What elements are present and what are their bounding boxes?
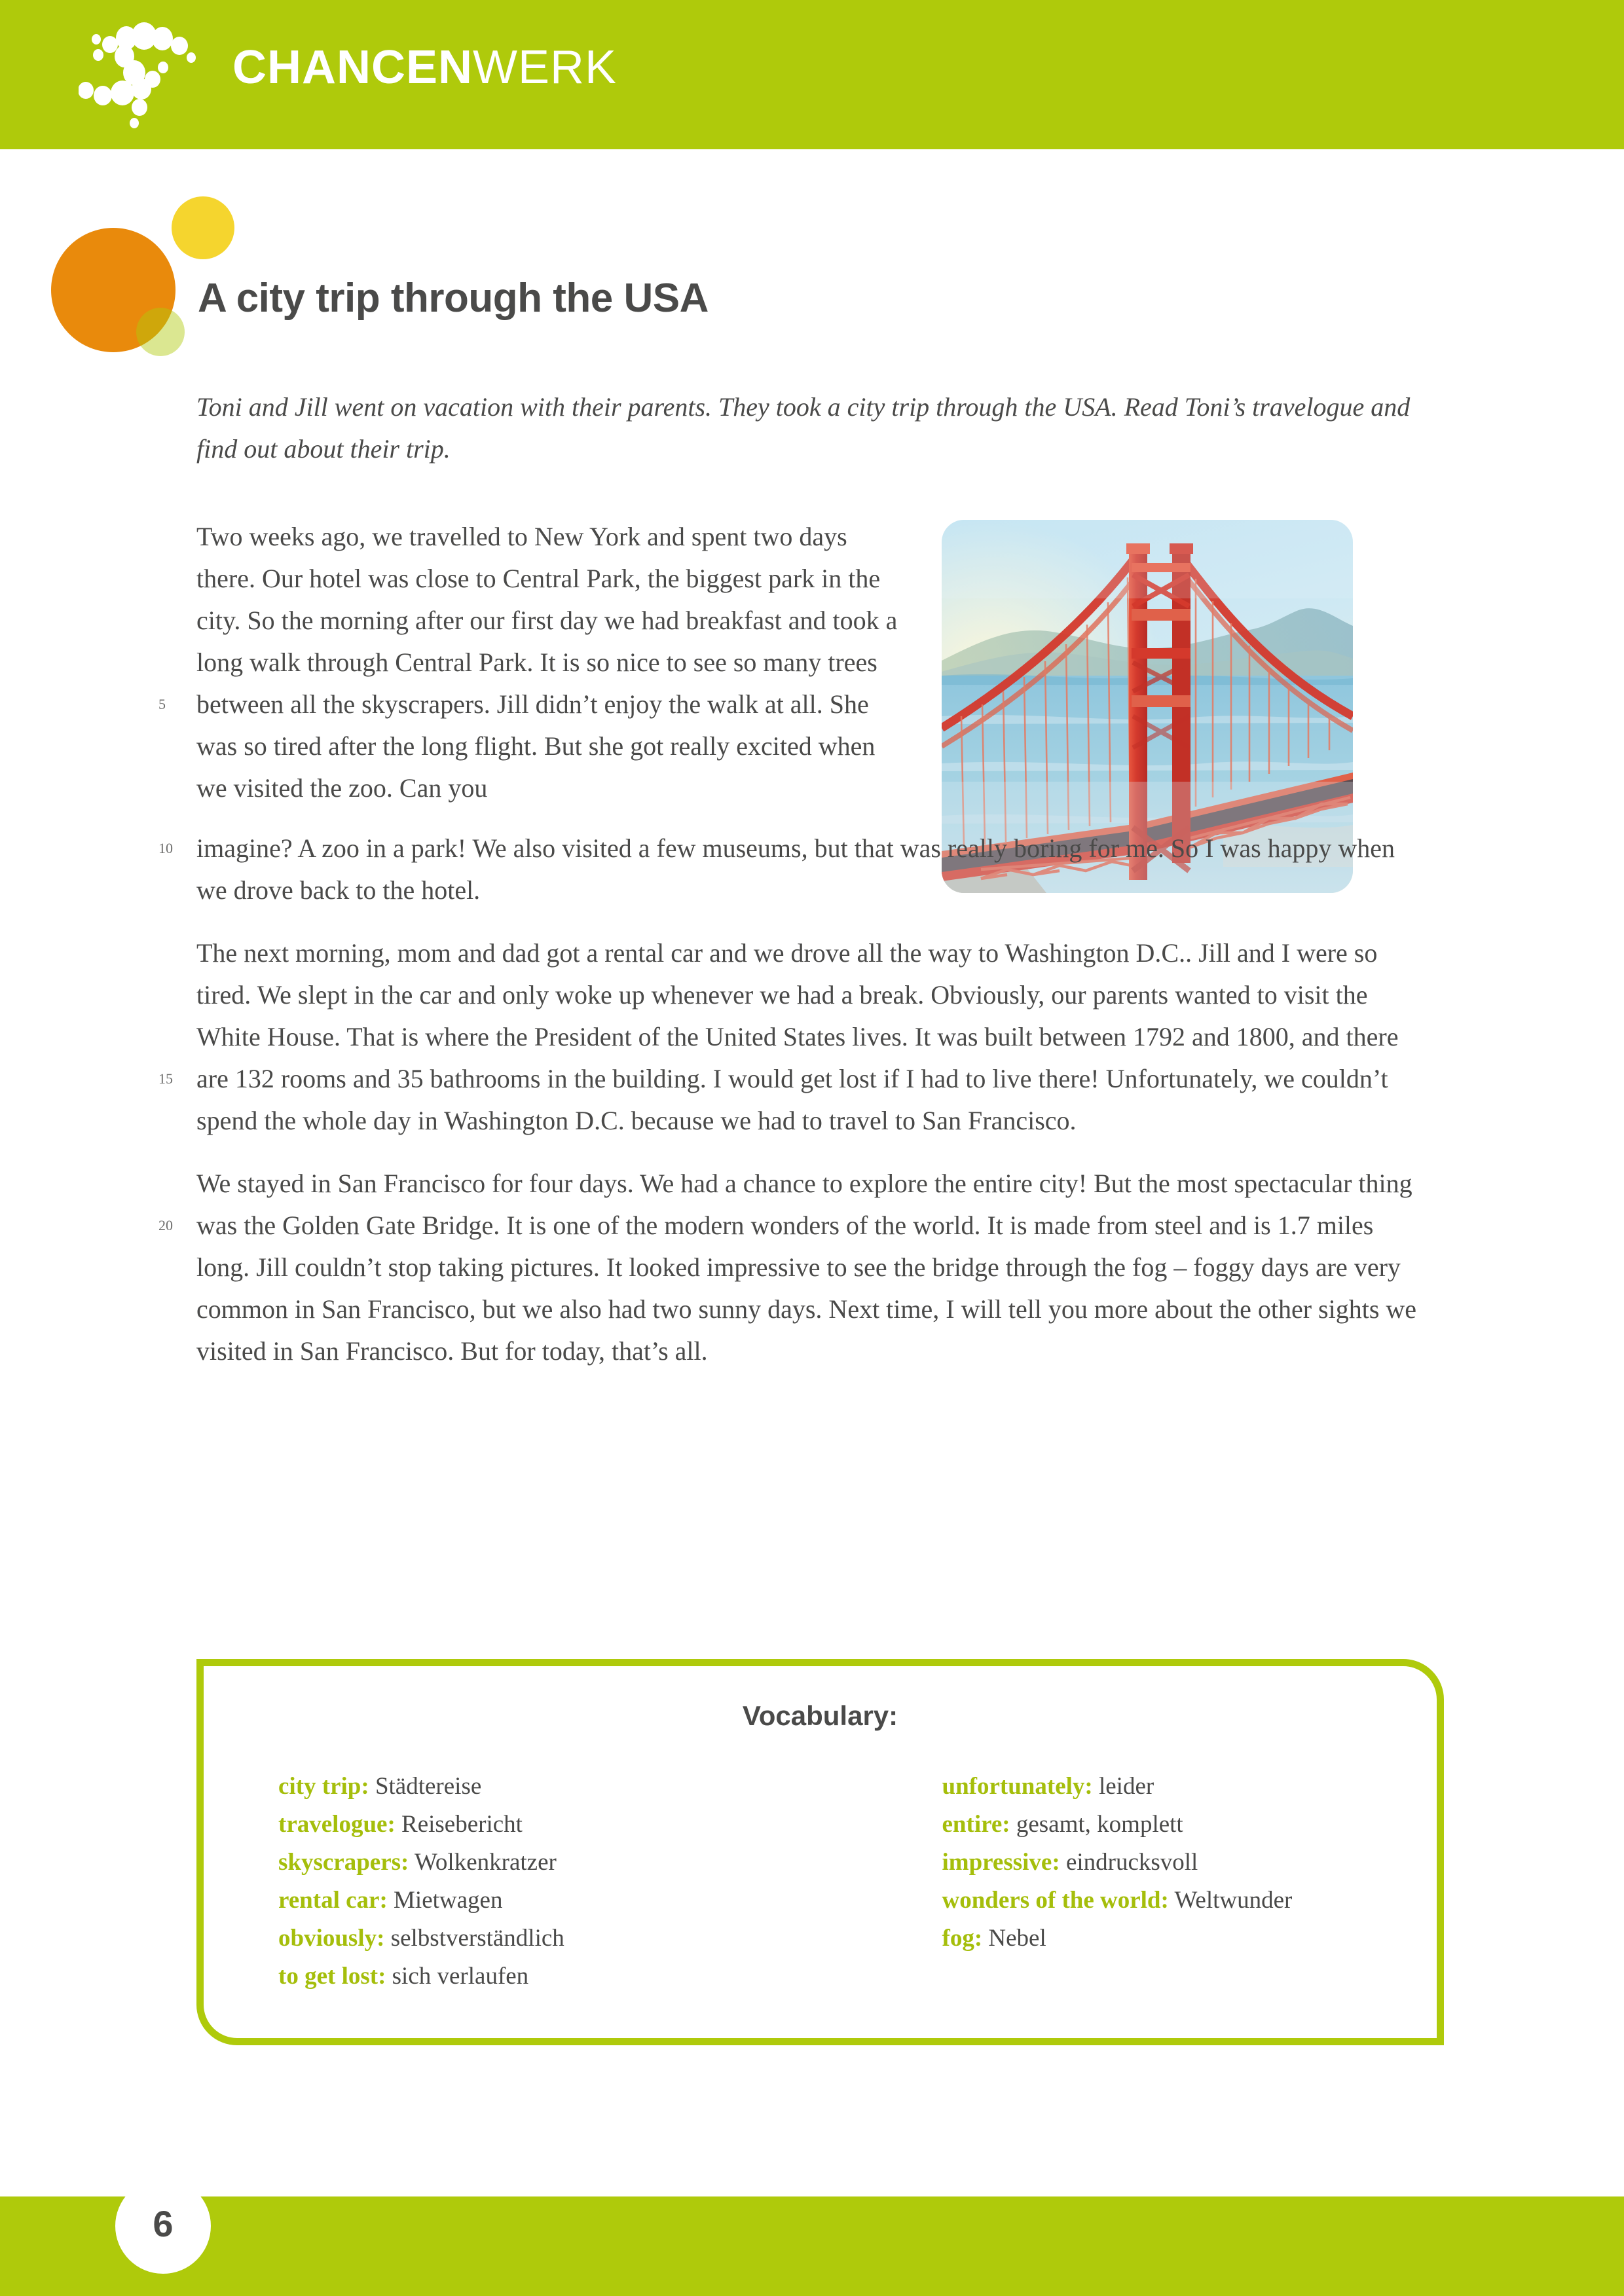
vocabulary-term: skyscrapers: xyxy=(278,1849,409,1876)
vocabulary-translation: Wolkenkratzer xyxy=(414,1849,557,1876)
vocabulary-column-right xyxy=(821,1768,1437,1995)
article-body xyxy=(158,516,1428,1393)
vocabulary-item xyxy=(942,1844,1437,1882)
paragraph-1 xyxy=(158,516,900,809)
vocabulary-item xyxy=(278,1958,821,1995)
vocabulary-item xyxy=(278,1806,821,1844)
vocabulary-item xyxy=(278,1920,821,1958)
vocabulary-term: obviously: xyxy=(278,1925,385,1952)
page-title: A city trip through the USA xyxy=(198,276,709,321)
vocabulary-term: fog: xyxy=(942,1925,983,1952)
vocabulary-item xyxy=(278,1844,821,1882)
vocabulary-columns xyxy=(204,1768,1437,1995)
paragraph-4-text: We stayed in San Francisco for four days. We had a chance to explore the entire city! But the most spectacular thing was the Golden Gate Bridge. It is one of the modern wonders of the world. It is made from steel and is 1.7 miles long. Jill couldn’t stop taking pictures. It looked impressive to see the bridge through the fog – foggy days are very common in San Francisco, but we also had two sunny days. Next time, I will tell you more about the other sights we visited in San Francisco. But for today, that’s all. xyxy=(196,1169,1417,1366)
paragraph-4 xyxy=(158,1163,1428,1372)
vocabulary-item xyxy=(942,1920,1437,1958)
vocabulary-item xyxy=(942,1768,1437,1806)
vocabulary-translation: sich verlaufen xyxy=(392,1963,529,1990)
vocabulary-term: wonders of the world: xyxy=(942,1887,1169,1914)
decorative-circle-yellow xyxy=(172,196,234,259)
vocabulary-translation: Städtereise xyxy=(375,1773,482,1800)
line-number: 20 xyxy=(158,1217,173,1233)
vocabulary-translation: leider xyxy=(1098,1773,1154,1800)
vocabulary-translation: gesamt, komplett xyxy=(1016,1811,1183,1838)
vocabulary-heading: Vocabulary: xyxy=(742,1700,898,1731)
paragraph-3-text: The next morning, mom and dad got a rental car and we drove all the way to Washington D.C.. Jill and I were so tired. We slept in the car and only woke up whenever we had a break. Obviously, our parents wanted to visit the White House. That is where the President of the United States lives. It was built between 1792 and 1800, and there are 132 rooms and 35 bathrooms in the building. I would get lost if I had to live there! Unfortunately, we couldn’t spend the whole day in Washington D.C. because we had to travel to San Francisco. xyxy=(196,938,1399,1135)
line-number: 15 xyxy=(158,1070,173,1087)
footer-bar xyxy=(0,2196,1624,2296)
dot-swirl-icon xyxy=(79,12,210,133)
vocabulary-item xyxy=(278,1882,821,1920)
line-number: 10 xyxy=(158,840,173,856)
page-number-badge xyxy=(115,2178,211,2274)
vocabulary-translation: Weltwunder xyxy=(1174,1887,1293,1914)
vocabulary-term: impressive: xyxy=(942,1849,1060,1876)
paragraph-2-text: imagine? A zoo in a park! We also visited a few museums, but that was really boring for me. So I was happy when we drove back to the hotel. xyxy=(196,833,1395,905)
vocabulary-translation: selbstverständlich xyxy=(390,1925,564,1952)
line-number: 5 xyxy=(158,696,166,712)
vocabulary-term: unfortunately: xyxy=(942,1773,1093,1800)
vocabulary-column-left xyxy=(204,1768,821,1995)
logo-bold-text: CHANCEN xyxy=(232,41,473,94)
logo-wordmark xyxy=(232,41,617,94)
vocabulary-translation: eindrucksvoll xyxy=(1065,1849,1198,1876)
vocabulary-term: entire: xyxy=(942,1811,1010,1838)
page-number: 6 xyxy=(153,2202,174,2244)
vocabulary-translation: Reisebericht xyxy=(401,1811,523,1838)
vocabulary-box xyxy=(196,1659,1444,2045)
vocabulary-term: to get lost: xyxy=(278,1963,386,1990)
intro-instructions: Toni and Jill went on vacation with their parents. They took a city trip through the USA. Read Toni’s travelogue and find out about their trip. xyxy=(196,392,1411,464)
paragraph-1-text: Two weeks ago, we travelled to New York and spent two days there. Our hotel was close to Central Park, the biggest park in the city. So the morning after our first day we had breakfast and took a long walk through Central Park. It is so nice to see so many trees between all the skyscrapers. Jill didn’t enjoy the walk at all. She was so tired after the long flight. But she got really excited when we visited the zoo. Can you xyxy=(196,522,898,803)
logo-light-text: WERK xyxy=(473,41,617,94)
vocabulary-item xyxy=(942,1882,1437,1920)
paragraph-3 xyxy=(158,932,1428,1142)
header-bar xyxy=(0,0,1624,149)
vocabulary-term: city trip: xyxy=(278,1773,369,1800)
vocabulary-translation: Mietwagen xyxy=(394,1887,503,1914)
decorative-circle-olive xyxy=(136,308,185,356)
vocabulary-term: travelogue: xyxy=(278,1811,396,1838)
paragraph-2 xyxy=(158,828,1428,911)
vocabulary-item xyxy=(942,1806,1437,1844)
vocabulary-term: rental car: xyxy=(278,1887,388,1914)
vocabulary-item xyxy=(278,1768,821,1806)
vocabulary-translation: Nebel xyxy=(988,1925,1046,1952)
